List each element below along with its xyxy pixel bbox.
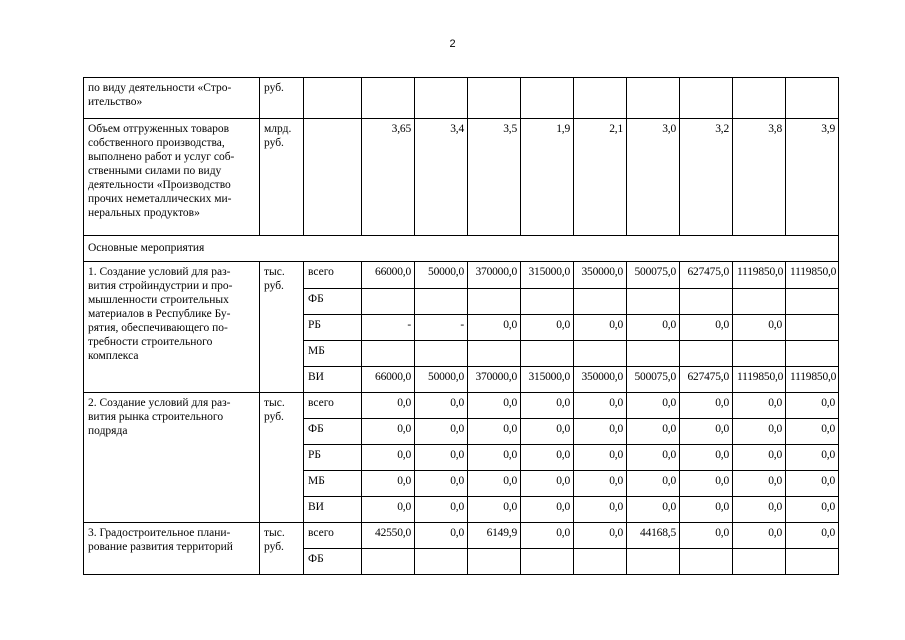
value-cell: 0,0 bbox=[521, 523, 574, 549]
value-cell: 0,0 bbox=[733, 445, 786, 471]
value-cell: 0,0 bbox=[521, 471, 574, 497]
measure-name: 3. Градостроительное плани- рование развития территорий bbox=[84, 523, 260, 575]
value-cell: - bbox=[362, 315, 415, 341]
value-cell: 315000,0 bbox=[521, 262, 574, 289]
value-cell: 0,0 bbox=[680, 419, 733, 445]
value-cell: 0,0 bbox=[574, 419, 627, 445]
value-cell bbox=[415, 341, 468, 367]
value-cell: 44168,5 bbox=[627, 523, 680, 549]
value-cell: 0,0 bbox=[786, 471, 839, 497]
measure-subrow bbox=[84, 393, 839, 419]
value-cell: 0,0 bbox=[362, 419, 415, 445]
funding-source: всего bbox=[304, 523, 362, 549]
value-cell: 0,0 bbox=[415, 471, 468, 497]
value-cell bbox=[680, 289, 733, 315]
value-cell bbox=[786, 78, 839, 119]
unit-cell: руб. bbox=[260, 78, 304, 119]
value-cell: 0,0 bbox=[627, 315, 680, 341]
value-cell: 350000,0 bbox=[574, 262, 627, 289]
value-cell: 0,0 bbox=[680, 471, 733, 497]
value-cell bbox=[574, 549, 627, 575]
measure-subrow bbox=[84, 523, 839, 549]
value-cell bbox=[574, 78, 627, 119]
value-cell: 0,0 bbox=[521, 315, 574, 341]
value-cell bbox=[415, 549, 468, 575]
value-cell: 6149,9 bbox=[468, 523, 521, 549]
value-cell: 350000,0 bbox=[574, 367, 627, 393]
value-cell bbox=[627, 341, 680, 367]
value-cell: 500075,0 bbox=[627, 262, 680, 289]
value-cell: 0,0 bbox=[521, 419, 574, 445]
value-cell: 0,0 bbox=[521, 393, 574, 419]
source-cell bbox=[304, 119, 362, 236]
value-cell bbox=[415, 289, 468, 315]
indicator-row bbox=[84, 119, 839, 236]
value-cell: 0,0 bbox=[468, 419, 521, 445]
value-cell: 0,0 bbox=[362, 471, 415, 497]
value-cell bbox=[733, 289, 786, 315]
value-cell: 0,0 bbox=[574, 471, 627, 497]
value-cell: 1119850,0 bbox=[733, 262, 786, 289]
value-cell bbox=[786, 549, 839, 575]
value-cell: 66000,0 bbox=[362, 367, 415, 393]
value-cell bbox=[786, 315, 839, 341]
value-cell bbox=[627, 289, 680, 315]
value-cell bbox=[468, 549, 521, 575]
value-cell bbox=[574, 289, 627, 315]
funding-source: ФБ bbox=[304, 419, 362, 445]
value-cell: 0,0 bbox=[468, 393, 521, 419]
value-cell bbox=[468, 341, 521, 367]
measure-subrow bbox=[84, 262, 839, 289]
value-cell bbox=[468, 289, 521, 315]
value-cell: 2,1 bbox=[574, 119, 627, 236]
funding-source: МБ bbox=[304, 471, 362, 497]
value-cell: 3,8 bbox=[733, 119, 786, 236]
value-cell: 0,0 bbox=[574, 445, 627, 471]
value-cell: 0,0 bbox=[521, 445, 574, 471]
value-cell bbox=[733, 549, 786, 575]
value-cell: 0,0 bbox=[680, 315, 733, 341]
value-cell: 0,0 bbox=[786, 523, 839, 549]
funding-source: всего bbox=[304, 393, 362, 419]
value-cell: 0,0 bbox=[468, 445, 521, 471]
value-cell: 0,0 bbox=[362, 393, 415, 419]
unit-cell: млрд. руб. bbox=[260, 119, 304, 236]
value-cell bbox=[733, 341, 786, 367]
value-cell bbox=[680, 78, 733, 119]
value-cell: 0,0 bbox=[362, 497, 415, 523]
indicator-row bbox=[84, 78, 839, 119]
value-cell: 0,0 bbox=[574, 393, 627, 419]
indicator-name: Объем отгруженных товаров собственного производства, выполнено работ и услуг соб- ственными силами по виду деятельности «Производство прочих неметаллических ми- неральных продуктов» bbox=[84, 119, 260, 236]
value-cell: 3,4 bbox=[415, 119, 468, 236]
value-cell: 0,0 bbox=[786, 497, 839, 523]
value-cell bbox=[521, 289, 574, 315]
value-cell bbox=[733, 78, 786, 119]
section-row bbox=[84, 236, 839, 262]
value-cell: 0,0 bbox=[415, 445, 468, 471]
measure-name: 1. Создание условий для раз- вития стройиндустрии и про- мышленности строительных материалов в Республике Бу- рятия, обеспечивающего по- требности строительного комплекса bbox=[84, 262, 260, 393]
value-cell bbox=[786, 289, 839, 315]
value-cell: 50000,0 bbox=[415, 262, 468, 289]
value-cell: 0,0 bbox=[680, 445, 733, 471]
value-cell: 0,0 bbox=[680, 393, 733, 419]
value-cell: 0,0 bbox=[627, 471, 680, 497]
value-cell: 0,0 bbox=[468, 471, 521, 497]
funding-source: РБ bbox=[304, 445, 362, 471]
value-cell: 315000,0 bbox=[521, 367, 574, 393]
value-cell: 0,0 bbox=[415, 419, 468, 445]
value-cell: 370000,0 bbox=[468, 262, 521, 289]
value-cell: 0,0 bbox=[627, 445, 680, 471]
value-cell bbox=[362, 341, 415, 367]
value-cell bbox=[362, 289, 415, 315]
value-cell: 370000,0 bbox=[468, 367, 521, 393]
value-cell: 0,0 bbox=[627, 497, 680, 523]
funding-source: ВИ bbox=[304, 367, 362, 393]
value-cell: 0,0 bbox=[733, 471, 786, 497]
funding-source: ФБ bbox=[304, 289, 362, 315]
value-cell: 0,0 bbox=[733, 393, 786, 419]
value-cell bbox=[415, 78, 468, 119]
funding-source: всего bbox=[304, 262, 362, 289]
value-cell bbox=[468, 78, 521, 119]
value-cell: 1119850,0 bbox=[786, 262, 839, 289]
value-cell bbox=[627, 549, 680, 575]
value-cell: 3,9 bbox=[786, 119, 839, 236]
indicator-name: по виду деятельности «Стро- ительство» bbox=[84, 78, 260, 119]
value-cell bbox=[362, 78, 415, 119]
value-cell: 0,0 bbox=[362, 445, 415, 471]
funding-source: МБ bbox=[304, 341, 362, 367]
value-cell: 66000,0 bbox=[362, 262, 415, 289]
funding-source: ВИ bbox=[304, 497, 362, 523]
value-cell bbox=[680, 341, 733, 367]
value-cell: 42550,0 bbox=[362, 523, 415, 549]
value-cell: 1119850,0 bbox=[733, 367, 786, 393]
value-cell: 0,0 bbox=[574, 523, 627, 549]
value-cell bbox=[521, 341, 574, 367]
measure-unit: тыс. руб. bbox=[260, 393, 304, 523]
measure-unit: тыс. руб. bbox=[260, 262, 304, 393]
value-cell: 0,0 bbox=[415, 523, 468, 549]
value-cell: 0,0 bbox=[574, 315, 627, 341]
value-cell: 0,0 bbox=[574, 497, 627, 523]
value-cell: 3,65 bbox=[362, 119, 415, 236]
value-cell: 0,0 bbox=[786, 445, 839, 471]
value-cell: 0,0 bbox=[627, 419, 680, 445]
value-cell bbox=[362, 549, 415, 575]
page-number: 2 bbox=[449, 38, 456, 50]
funding-source: РБ bbox=[304, 315, 362, 341]
value-cell bbox=[574, 341, 627, 367]
value-cell: 3,5 bbox=[468, 119, 521, 236]
value-cell: 0,0 bbox=[627, 393, 680, 419]
value-cell: 0,0 bbox=[733, 419, 786, 445]
value-cell: 1,9 bbox=[521, 119, 574, 236]
value-cell: 0,0 bbox=[468, 315, 521, 341]
value-cell: 0,0 bbox=[786, 419, 839, 445]
value-cell: 0,0 bbox=[733, 497, 786, 523]
value-cell: 3,2 bbox=[680, 119, 733, 236]
value-cell bbox=[786, 341, 839, 367]
value-cell: - bbox=[415, 315, 468, 341]
value-cell bbox=[521, 549, 574, 575]
value-cell: 3,0 bbox=[627, 119, 680, 236]
value-cell bbox=[627, 78, 680, 119]
measure-unit: тыс. руб. bbox=[260, 523, 304, 575]
section-header: Основные мероприятия bbox=[84, 236, 839, 262]
value-cell: 0,0 bbox=[468, 497, 521, 523]
source-cell bbox=[304, 78, 362, 119]
value-cell: 0,0 bbox=[680, 497, 733, 523]
value-cell: 0,0 bbox=[415, 393, 468, 419]
value-cell: 0,0 bbox=[733, 523, 786, 549]
value-cell: 500075,0 bbox=[627, 367, 680, 393]
value-cell: 0,0 bbox=[733, 315, 786, 341]
value-cell: 0,0 bbox=[415, 497, 468, 523]
value-cell: 627475,0 bbox=[680, 262, 733, 289]
value-cell: 627475,0 bbox=[680, 367, 733, 393]
value-cell: 50000,0 bbox=[415, 367, 468, 393]
measure-name: 2. Создание условий для раз- вития рынка строительного подряда bbox=[84, 393, 260, 523]
funding-source: ФБ bbox=[304, 549, 362, 575]
value-cell bbox=[680, 549, 733, 575]
value-cell: 0,0 bbox=[786, 393, 839, 419]
value-cell bbox=[521, 78, 574, 119]
budget-table bbox=[83, 77, 839, 575]
value-cell: 0,0 bbox=[680, 523, 733, 549]
value-cell: 0,0 bbox=[521, 497, 574, 523]
value-cell: 1119850,0 bbox=[786, 367, 839, 393]
